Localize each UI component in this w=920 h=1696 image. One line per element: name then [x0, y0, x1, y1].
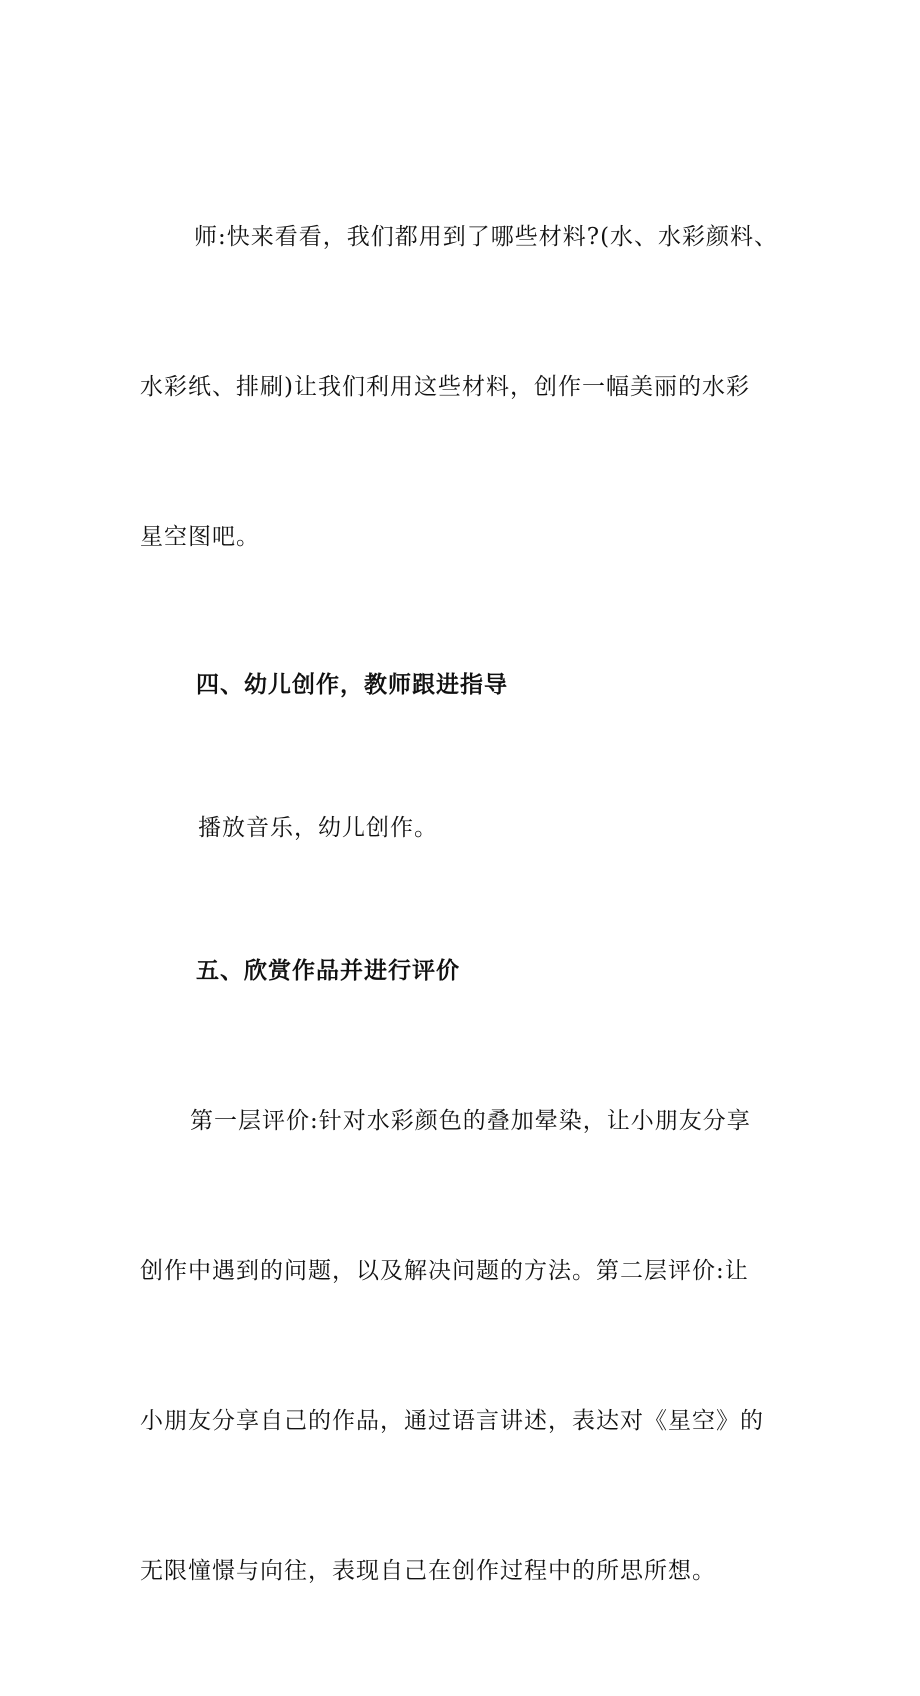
paragraph-line: 播放音乐，幼儿创作。 — [198, 815, 438, 841]
teacher-dialogue-paragraph — [140, 112, 800, 662]
paragraph-line: 星空图吧。 — [140, 524, 260, 550]
section-heading-five — [140, 948, 800, 994]
paragraph-line: 创作中遇到的问题，以及解决问题的方法。第二层评价:让 — [140, 1258, 749, 1284]
paragraph-line: 水彩纸、排刷)让我们利用这些材料，创作一幅美丽的水彩 — [140, 374, 750, 400]
paragraph-line: 第一层评价:针对水彩颜色的叠加晕染，让小朋友分享 — [190, 1108, 751, 1134]
document-body — [140, 112, 800, 1696]
evaluation-paragraph — [140, 996, 800, 1696]
music-creation-paragraph — [140, 708, 800, 948]
paragraph-line: 小朋友分享自己的作品，通过语言讲述，表达对《星空》的 — [140, 1408, 764, 1434]
paragraph-line: 师:快来看看，我们都用到了哪些材料?(水、水彩颜料、 — [194, 224, 779, 250]
paragraph-line: 无限憧憬与向往，表现自己在创作过程中的所思所想。 — [140, 1558, 716, 1584]
section-heading-four — [140, 662, 800, 708]
section-heading-text: 四、幼儿创作，教师跟进指导 — [196, 672, 508, 698]
section-heading-text: 五、欣赏作品并进行评价 — [196, 958, 460, 984]
